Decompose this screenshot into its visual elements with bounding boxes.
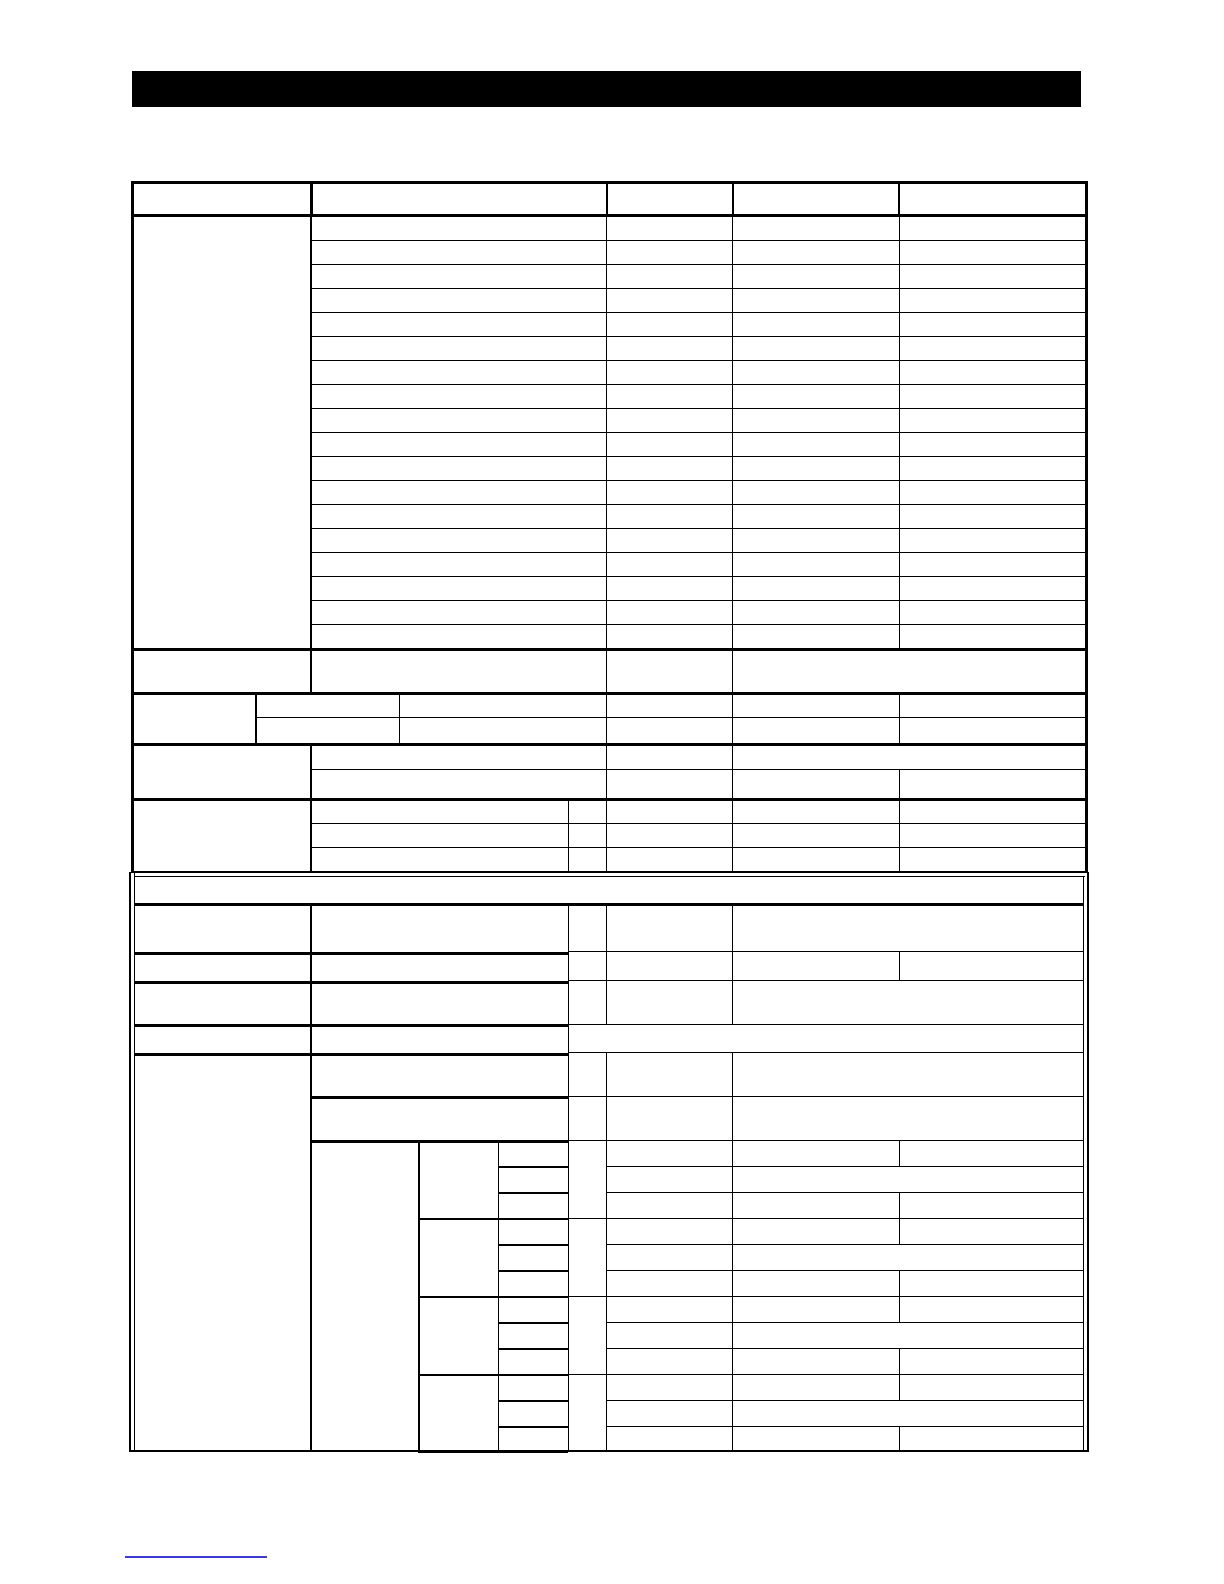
grid-line-h: [134, 1024, 568, 1027]
table-top-border: [131, 181, 1087, 184]
grid-line-h: [311, 504, 1086, 505]
grid-line-h: [499, 1348, 568, 1350]
grid-line-v: [899, 798, 900, 872]
grid-line-h: [311, 624, 1086, 625]
grid-line-v: [310, 648, 312, 692]
header-row-bottom: [131, 214, 1087, 217]
grid-line-v: [899, 1218, 900, 1244]
grid-line-h: [311, 384, 1086, 385]
grid-line-h: [311, 432, 1086, 433]
grid-line-h: [606, 1166, 1084, 1167]
grid-line-h: [606, 1400, 1084, 1401]
grid-line-h: [311, 576, 1086, 577]
grid-line-h: [311, 264, 1086, 265]
grid-line-h: [499, 1400, 568, 1402]
grid-line-h: [606, 1244, 1084, 1245]
grid-line-h: [606, 1192, 1084, 1193]
grid-line-h: [568, 980, 1084, 981]
grid-line-h: [311, 769, 1086, 770]
lower-frame-bottom: [129, 1450, 1089, 1452]
grid-line-v: [899, 1426, 900, 1452]
grid-line-h: [134, 1053, 568, 1056]
grid-line-h: [418, 1296, 568, 1298]
group-divider: [131, 648, 1087, 651]
group-divider: [131, 743, 1087, 746]
grid-line-v: [732, 743, 733, 798]
grid-line-h: [134, 981, 568, 984]
grid-line-h: [311, 1096, 568, 1099]
lower-frame-left-inner: [134, 872, 135, 1452]
grid-line-h: [568, 1024, 1084, 1025]
grid-line-h: [568, 1052, 1084, 1053]
grid-line-v: [732, 1140, 733, 1218]
group-divider: [131, 798, 1087, 801]
grid-line-h: [499, 1244, 568, 1246]
grid-line-h: [311, 336, 1086, 337]
grid-line-h: [311, 240, 1086, 241]
grid-line-v: [310, 903, 312, 1452]
grid-line-h: [499, 1192, 568, 1194]
grid-line-v: [606, 648, 607, 692]
grid-line-h: [418, 1451, 568, 1453]
grid-line-v: [606, 181, 608, 214]
grid-line-h: [256, 717, 1086, 718]
grid-line-v: [732, 1218, 733, 1296]
grid-line-v: [899, 1374, 900, 1400]
grid-line-h: [311, 456, 1086, 457]
grid-line-v: [568, 903, 569, 1452]
upper-table-bottom: [131, 871, 1087, 873]
grid-line-h: [568, 1096, 1084, 1097]
grid-line-v: [899, 1348, 900, 1374]
grid-line-v: [899, 214, 900, 648]
grid-line-v: [898, 181, 900, 214]
grid-line-h: [311, 600, 1086, 601]
grid-line-v: [310, 743, 312, 798]
grid-line-v: [606, 214, 607, 648]
grid-line-v: [732, 214, 733, 648]
grid-line-v: [732, 981, 733, 1024]
grid-line-v: [606, 903, 607, 1024]
grid-line-v: [606, 798, 607, 872]
grid-line-h: [311, 528, 1086, 529]
grid-line-h: [606, 1348, 1084, 1349]
lower-frame-top-inner: [134, 876, 1085, 877]
grid-line-h: [568, 1296, 1084, 1297]
grid-line-h: [311, 408, 1086, 409]
grid-line-v: [899, 1296, 900, 1322]
footer-link-underline[interactable]: [125, 1556, 267, 1558]
grid-line-v: [732, 903, 733, 952]
grid-line-v: [899, 769, 900, 798]
grid-line-v: [255, 692, 257, 743]
grid-line-v: [732, 798, 733, 872]
grid-line-h: [499, 1426, 568, 1428]
lower-title-row-bottom: [134, 903, 1084, 906]
grid-line-v: [899, 692, 900, 743]
grid-line-h: [311, 823, 1086, 824]
grid-line-v: [732, 692, 733, 743]
grid-line-v: [732, 1296, 733, 1374]
grid-line-h: [499, 1166, 568, 1168]
grid-line-h: [311, 288, 1086, 289]
grid-line-h: [311, 480, 1086, 481]
table-left-border: [131, 181, 134, 872]
lower-frame-right-outer: [1087, 872, 1089, 1452]
grid-line-v: [899, 952, 900, 981]
grid-line-h: [311, 312, 1086, 313]
group-divider: [131, 692, 1087, 695]
grid-line-v: [732, 1374, 733, 1452]
grid-line-h: [568, 1374, 1084, 1375]
grid-line-h: [499, 1270, 568, 1272]
grid-line-v: [606, 692, 607, 743]
grid-line-v: [606, 743, 607, 798]
grid-line-h: [568, 1140, 1084, 1141]
grid-line-v: [732, 648, 733, 692]
grid-line-h: [606, 1270, 1084, 1271]
grid-line-h: [311, 847, 1086, 848]
grid-line-v: [899, 1192, 900, 1218]
grid-line-h: [568, 951, 1084, 952]
grid-line-h: [418, 1218, 568, 1220]
grid-line-h: [311, 360, 1086, 361]
grid-line-v: [399, 692, 400, 743]
grid-line-v: [568, 798, 569, 872]
grid-line-v: [606, 1053, 607, 1452]
grid-line-v: [310, 214, 312, 648]
grid-line-h: [568, 1218, 1084, 1219]
grid-line-h: [418, 1140, 568, 1142]
grid-line-v: [899, 1140, 900, 1166]
lower-frame-left-outer: [129, 872, 131, 1452]
lower-frame-right-inner: [1083, 876, 1084, 1452]
grid-line-h: [606, 1426, 1084, 1427]
grid-line-h: [311, 552, 1086, 553]
grid-line-v: [732, 952, 733, 981]
grid-line-v: [899, 1270, 900, 1296]
grid-line-h: [606, 1322, 1084, 1323]
grid-line-h: [418, 1374, 568, 1376]
grid-line-v: [310, 181, 313, 214]
grid-line-h: [499, 1322, 568, 1324]
grid-line-v: [310, 798, 312, 872]
grid-line-v: [732, 181, 734, 214]
grid-line-h: [134, 952, 568, 955]
